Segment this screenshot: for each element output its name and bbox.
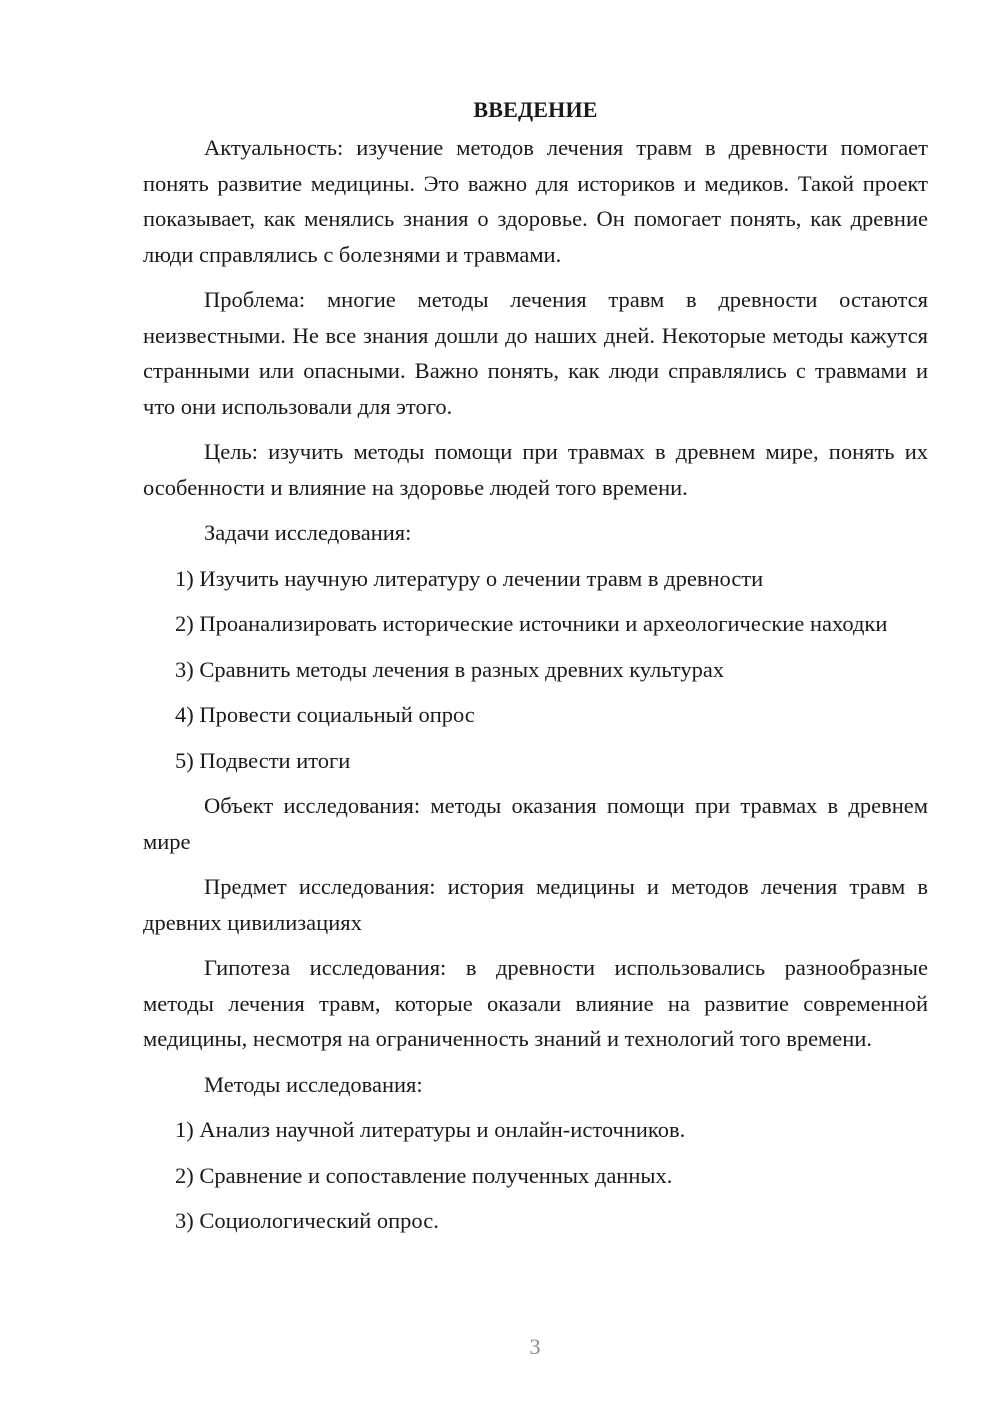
task-item: 2) Проанализировать исторические источники и археологические находки [175,611,888,636]
methods-label: Методы исследования: [204,1071,423,1097]
goal-paragraph: Цель: изучить методы помощи при травмах в древнем мире, понять их особенности и влияние на здоровье людей того времени. [143,439,928,500]
subject-paragraph: Предмет исследования: история медицины и методов лечения травм в древних цивилизациях [143,874,928,935]
method-item: 3) Социологический опрос. [175,1208,439,1233]
task-item: 3) Сравнить методы лечения в разных древних культурах [175,656,725,682]
document-page [143,92,928,1249]
hypothesis-paragraph: Гипотеза исследования: в древности использовались разнообразные методы лечения травм, которые оказали влияние на развитие современной медицины, несмотря на ограниченность знаний и технологий того времени. [143,955,928,1051]
task-item: 1) Изучить научную литературу о лечении травм в древности [175,565,764,591]
task-item: 5) Подвести итоги [175,747,351,773]
problem-paragraph: Проблема: многие методы лечения травм в древности остаются неизвестными. Не все знания дошли до наших дней. Некоторые методы кажутся странными или опасными. Важно понять, как люди справлялись с травмами и что они использовали для этого. [143,287,928,419]
method-item: 1) Анализ научной литературы и онлайн-источников. [175,1117,686,1142]
relevance-paragraph: Актуальность: изучение методов лечения травм в древности помогает понять развитие медицины. Это важно для историков и медиков. Такой проект показывает, как менялись знания о здоровье. Он помогает понять, как древние люди справлялись с болезнями и травмами. [143,135,928,267]
method-item: 2) Сравнение и сопоставление полученных данных. [175,1162,673,1188]
page-number: 3 [529,1334,541,1359]
section-heading: ВВЕДЕНИЕ [473,97,598,122]
object-paragraph: Объект исследования: методы оказания помощи при травмах в древнем мире [143,793,928,854]
task-item: 4) Провести социальный опрос [175,702,475,727]
tasks-label: Задачи исследования: [204,520,412,545]
